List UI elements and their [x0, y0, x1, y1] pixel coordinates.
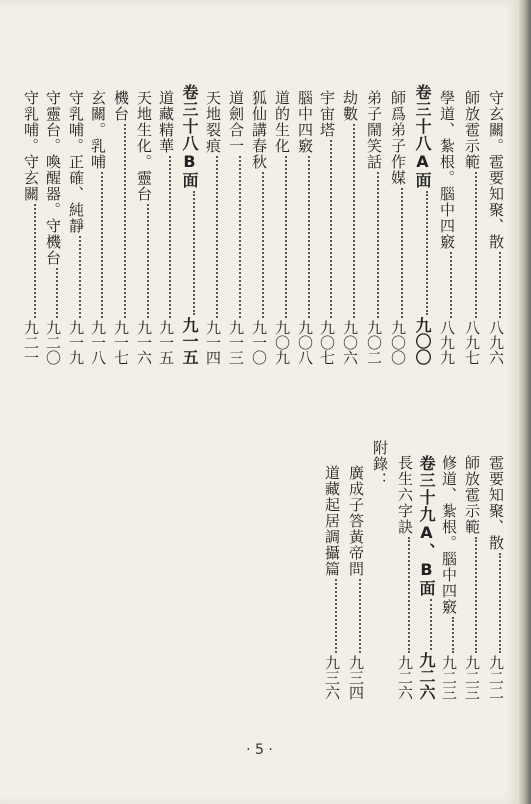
toc-entry: [388, 90, 408, 365]
toc-entry: [203, 90, 223, 365]
toc-entry-page: 九三六: [323, 655, 341, 700]
toc-leader-dots: [499, 553, 501, 653]
toc-leader-dots: [499, 252, 501, 318]
toc-entry-title: 劫數: [341, 90, 359, 122]
toc-entry: [21, 90, 41, 365]
toc-entry-title: 師爲弟子作媒: [389, 90, 407, 186]
toc-entry: [272, 90, 292, 365]
toc-leader-dots: [56, 268, 58, 318]
toc-entry-title: 機台: [112, 90, 130, 122]
toc-leader-dots: [285, 156, 287, 318]
toc-entry-page: 九二三: [463, 655, 481, 700]
toc-entry-title: 弟子鬧笑話: [365, 90, 383, 170]
toc-entry-page: 九二六: [396, 655, 414, 700]
toc-entry-page: 九一三: [227, 320, 245, 365]
toc-entry-title: 道劍合一: [227, 90, 245, 154]
toc-leader-dots: [377, 172, 379, 318]
toc-entry-page: 九〇九: [273, 320, 291, 365]
toc-section-header: [416, 455, 436, 700]
toc-entry: [88, 90, 108, 365]
toc-entry-page: 九〇〇: [389, 320, 407, 365]
toc-entry-title: 宇宙塔: [318, 90, 336, 138]
toc-entry-title: 道的生化: [273, 90, 291, 154]
toc-leader-dots: [359, 579, 361, 653]
toc-entry-title: 守乳哺。正確、純靜: [67, 90, 85, 234]
toc-entry-page: 九一〇: [250, 320, 268, 365]
toc-entry-page: 九二一: [22, 320, 40, 365]
toc-entry: [66, 90, 86, 365]
toc-entry-title: 師放雹示範: [463, 90, 481, 170]
toc-entry-page: 八九六: [487, 320, 505, 365]
toc-entry-page: 九一四: [204, 320, 222, 365]
toc-entry-title: 卷三十八B面: [180, 84, 199, 189]
toc-entry: [340, 90, 360, 365]
toc-leader-dots: [408, 537, 410, 653]
toc-section-header: [179, 84, 199, 365]
toc-entry-page: 九二〇: [44, 320, 62, 365]
toc-leader-dots: [79, 236, 81, 318]
toc-leader-dots: [169, 156, 171, 318]
toc-entry-title: 卷三十八A面: [413, 84, 432, 189]
toc-entry: [462, 455, 482, 700]
page-number: · 5 ·: [246, 742, 273, 758]
toc-entry-page: 九〇二: [365, 320, 383, 365]
toc-entry: [43, 90, 63, 365]
toc-entry-page: 九一五: [180, 317, 199, 365]
toc-entry-title: 腦中四竅: [296, 90, 314, 154]
toc-entry: [370, 440, 390, 488]
toc-entry-title: 守乳哺。守玄關: [22, 90, 40, 202]
toc-leader-dots: [34, 204, 36, 318]
toc-leader-dots: [124, 124, 126, 318]
toc-leader-dots: [308, 156, 310, 318]
toc-entry-page: 九〇七: [318, 320, 336, 365]
toc-entry-title: 雹要知聚、散: [487, 455, 505, 551]
toc-entry: [437, 90, 457, 365]
toc-entry-page: 九一六: [135, 320, 153, 365]
toc-section-header: [412, 84, 432, 365]
toc-entry-title: 天地生化。靈台: [135, 90, 153, 202]
toc-entry-title: 附錄：: [371, 440, 389, 488]
toc-entry-page: 九一八: [89, 320, 107, 365]
toc-leader-dots: [450, 252, 452, 318]
toc-entry-page: 九三四: [347, 655, 365, 700]
toc-entry: [439, 455, 459, 700]
toc-leader-dots: [101, 172, 103, 318]
toc-entry-page: 九一九: [67, 320, 85, 365]
toc-entry-page: 九一五: [157, 320, 175, 365]
toc-entry: [462, 90, 482, 365]
toc-entry-page: 九二三: [440, 655, 458, 700]
page-edge: [519, 0, 531, 804]
toc-leader-dots: [335, 579, 337, 653]
toc-entry-page: 九〇〇: [413, 317, 432, 365]
toc-entry-page: 九〇六: [341, 320, 359, 365]
toc-entry: [111, 90, 131, 365]
toc-entry-title: 師放雹示範: [463, 455, 481, 535]
toc-leader-dots: [239, 156, 241, 318]
toc-leader-dots: [475, 172, 477, 318]
toc-entry-title: 學道、紮根。腦中四竅: [438, 90, 456, 250]
toc-entry-title: 守靈台。喚醒器。守機台: [44, 90, 62, 266]
toc-entry: [317, 90, 337, 365]
toc-entry: [322, 465, 342, 700]
toc-entry: [156, 90, 176, 365]
toc-leader-dots: [430, 599, 432, 650]
toc-leader-dots: [193, 191, 195, 315]
toc-entry: [226, 90, 246, 365]
toc-entry-title: 天地裂痕: [204, 90, 222, 154]
toc-entry: [364, 90, 384, 365]
toc-leader-dots: [147, 204, 149, 318]
toc-leader-dots: [353, 124, 355, 318]
toc-entry-page: 九二六: [417, 652, 436, 700]
toc-entry-title: 道藏起居調攝篇: [323, 465, 341, 577]
toc-leader-dots: [452, 617, 454, 653]
toc-entry: [395, 455, 415, 700]
toc-entry: [346, 465, 366, 700]
toc-entry-page: 九二二: [487, 655, 505, 700]
toc-entry-title: 長生六字訣: [396, 455, 414, 535]
toc-entry-title: 玄關。乳哺: [89, 90, 107, 170]
toc-leader-dots: [216, 156, 218, 318]
toc-entry-title: 修道、紮根。腦中四竅: [440, 455, 458, 615]
toc-leader-dots: [401, 188, 403, 318]
toc-leader-dots: [426, 191, 428, 315]
toc-entry: [486, 90, 506, 365]
toc-entry-title: 卷三十九A、B面: [417, 455, 436, 597]
toc-entry-title: 狐仙講春秋: [250, 90, 268, 170]
toc-entry-page: 八九七: [463, 320, 481, 365]
toc-entry: [295, 90, 315, 365]
toc-entry: [134, 90, 154, 365]
toc-entry-title: 廣成子答黃帝問: [347, 465, 365, 577]
toc-entry-title: 守玄關。雹要知聚、散: [487, 90, 505, 250]
toc-entry-title: 道藏精華: [157, 90, 175, 154]
toc-leader-dots: [330, 140, 332, 318]
toc-entry: [486, 455, 506, 700]
toc-leader-dots: [262, 172, 264, 318]
toc-entry-page: 九〇八: [296, 320, 314, 365]
toc-entry: [249, 90, 269, 365]
toc-leader-dots: [475, 537, 477, 653]
toc-entry-page: 八九九: [438, 320, 456, 365]
toc-entry-page: 九一七: [112, 320, 130, 365]
